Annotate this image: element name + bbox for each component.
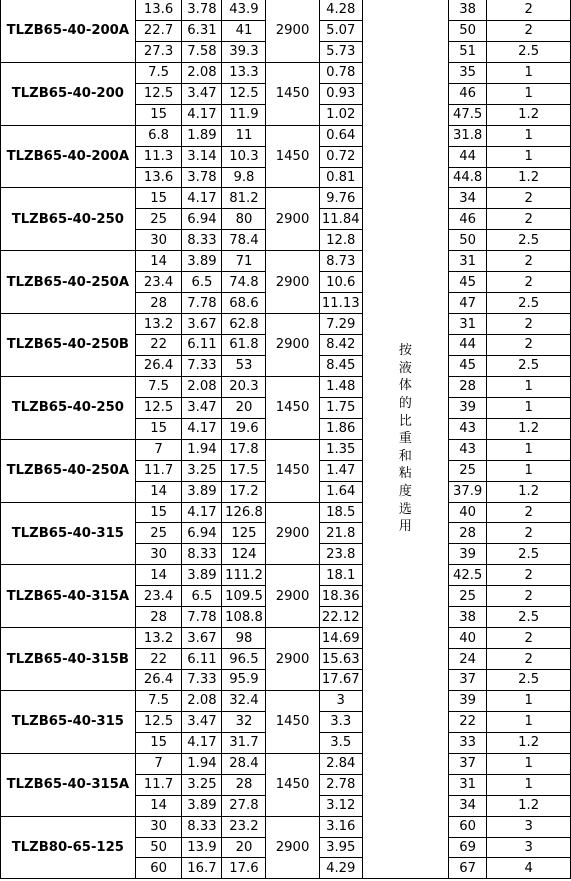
head-cell: 28.4 bbox=[222, 753, 266, 774]
flow-m3h-cell: 30 bbox=[135, 544, 182, 565]
efficiency-cell: 45 bbox=[448, 355, 486, 376]
flow-ls-cell: 8.33 bbox=[182, 230, 222, 251]
power-cell: 1.75 bbox=[319, 397, 362, 418]
flow-m3h-cell: 15 bbox=[135, 502, 182, 523]
flow-m3h-cell: 23.4 bbox=[135, 586, 182, 607]
flow-ls-cell: 3.47 bbox=[182, 397, 222, 418]
flow-ls-cell: 7.78 bbox=[182, 293, 222, 314]
npsh-cell: 1.2 bbox=[487, 418, 571, 439]
efficiency-cell: 47.5 bbox=[448, 104, 486, 125]
efficiency-cell: 44 bbox=[448, 335, 486, 356]
power-cell: 15.63 bbox=[319, 649, 362, 670]
npsh-cell: 1 bbox=[487, 83, 571, 104]
efficiency-cell: 45 bbox=[448, 272, 486, 293]
head-cell: 126.8 bbox=[222, 502, 266, 523]
flow-ls-cell: 3.78 bbox=[182, 0, 222, 20]
power-cell: 14.69 bbox=[319, 628, 362, 649]
model-cell: TLZB65-40-200A bbox=[1, 125, 136, 188]
table-row bbox=[1, 753, 571, 774]
flow-ls-cell: 3.67 bbox=[182, 314, 222, 335]
efficiency-cell: 46 bbox=[448, 83, 486, 104]
head-cell: 96.5 bbox=[222, 649, 266, 670]
flow-m3h-cell: 13.2 bbox=[135, 628, 182, 649]
flow-ls-cell: 6.31 bbox=[182, 20, 222, 41]
efficiency-cell: 31 bbox=[448, 774, 486, 795]
flow-m3h-cell: 60 bbox=[135, 858, 182, 879]
head-cell: 41 bbox=[222, 20, 266, 41]
head-cell: 95.9 bbox=[222, 670, 266, 691]
power-cell: 0.78 bbox=[319, 62, 362, 83]
flow-ls-cell: 1.94 bbox=[182, 439, 222, 460]
npsh-cell: 1 bbox=[487, 774, 571, 795]
power-cell: 21.8 bbox=[319, 523, 362, 544]
flow-ls-cell: 6.94 bbox=[182, 523, 222, 544]
npsh-cell: 2 bbox=[487, 209, 571, 230]
flow-ls-cell: 3.47 bbox=[182, 711, 222, 732]
speed-cell: 2900 bbox=[266, 502, 319, 565]
npsh-cell: 2.5 bbox=[487, 607, 571, 628]
npsh-cell: 2 bbox=[487, 0, 571, 20]
power-cell: 18.5 bbox=[319, 502, 362, 523]
head-cell: 53 bbox=[222, 355, 266, 376]
table-row bbox=[1, 376, 571, 397]
table-row bbox=[1, 314, 571, 335]
flow-m3h-cell: 14 bbox=[135, 565, 182, 586]
head-cell: 61.8 bbox=[222, 335, 266, 356]
npsh-cell: 1 bbox=[487, 125, 571, 146]
npsh-cell: 2 bbox=[487, 188, 571, 209]
npsh-cell: 2 bbox=[487, 272, 571, 293]
head-cell: 28 bbox=[222, 774, 266, 795]
efficiency-cell: 69 bbox=[448, 837, 486, 858]
npsh-cell: 1.2 bbox=[487, 732, 571, 753]
head-cell: 81.2 bbox=[222, 188, 266, 209]
npsh-cell: 1 bbox=[487, 439, 571, 460]
flow-m3h-cell: 11.7 bbox=[135, 460, 182, 481]
table-row bbox=[1, 565, 571, 586]
efficiency-cell: 25 bbox=[448, 460, 486, 481]
flow-m3h-cell: 11.7 bbox=[135, 774, 182, 795]
efficiency-cell: 38 bbox=[448, 0, 486, 20]
flow-m3h-cell: 30 bbox=[135, 230, 182, 251]
flow-ls-cell: 6.5 bbox=[182, 586, 222, 607]
flow-m3h-cell: 22 bbox=[135, 649, 182, 670]
efficiency-cell: 39 bbox=[448, 544, 486, 565]
model-cell: TLZB65-40-200 bbox=[1, 62, 136, 125]
speed-cell: 1450 bbox=[266, 690, 319, 753]
flow-m3h-cell: 12.5 bbox=[135, 83, 182, 104]
npsh-cell: 2.5 bbox=[487, 670, 571, 691]
head-cell: 62.8 bbox=[222, 314, 266, 335]
power-cell: 3.95 bbox=[319, 837, 362, 858]
flow-m3h-cell: 15 bbox=[135, 188, 182, 209]
power-cell: 1.86 bbox=[319, 418, 362, 439]
flow-m3h-cell: 15 bbox=[135, 418, 182, 439]
model-cell: TLZB65-40-200A bbox=[1, 0, 136, 62]
power-cell: 1.64 bbox=[319, 481, 362, 502]
npsh-cell: 2 bbox=[487, 314, 571, 335]
flow-ls-cell: 6.94 bbox=[182, 209, 222, 230]
flow-m3h-cell: 15 bbox=[135, 104, 182, 125]
head-cell: 39.3 bbox=[222, 41, 266, 62]
npsh-cell: 1.2 bbox=[487, 167, 571, 188]
flow-ls-cell: 6.11 bbox=[182, 649, 222, 670]
head-cell: 74.8 bbox=[222, 272, 266, 293]
power-cell: 2.78 bbox=[319, 774, 362, 795]
head-cell: 32.4 bbox=[222, 690, 266, 711]
power-cell: 3.16 bbox=[319, 816, 362, 837]
flow-m3h-cell: 13.2 bbox=[135, 314, 182, 335]
power-cell: 0.72 bbox=[319, 146, 362, 167]
head-cell: 13.3 bbox=[222, 62, 266, 83]
head-cell: 78.4 bbox=[222, 230, 266, 251]
efficiency-cell: 67 bbox=[448, 858, 486, 879]
model-cell: TLZB65-40-315A bbox=[1, 753, 136, 816]
flow-ls-cell: 2.08 bbox=[182, 62, 222, 83]
head-cell: 17.8 bbox=[222, 439, 266, 460]
efficiency-cell: 28 bbox=[448, 523, 486, 544]
efficiency-cell: 47 bbox=[448, 293, 486, 314]
npsh-cell: 2 bbox=[487, 251, 571, 272]
flow-m3h-cell: 14 bbox=[135, 251, 182, 272]
flow-ls-cell: 3.67 bbox=[182, 628, 222, 649]
table-row bbox=[1, 439, 571, 460]
flow-m3h-cell: 11.3 bbox=[135, 146, 182, 167]
table-row bbox=[1, 62, 571, 83]
speed-cell: 1450 bbox=[266, 376, 319, 439]
head-cell: 19.6 bbox=[222, 418, 266, 439]
flow-ls-cell: 4.17 bbox=[182, 732, 222, 753]
power-cell: 3.5 bbox=[319, 732, 362, 753]
head-cell: 109.5 bbox=[222, 586, 266, 607]
power-cell: 7.29 bbox=[319, 314, 362, 335]
npsh-cell: 1.2 bbox=[487, 104, 571, 125]
flow-ls-cell: 2.08 bbox=[182, 690, 222, 711]
power-cell: 18.36 bbox=[319, 586, 362, 607]
npsh-cell: 4 bbox=[487, 858, 571, 879]
flow-m3h-cell: 6.8 bbox=[135, 125, 182, 146]
speed-cell: 2900 bbox=[266, 816, 319, 879]
npsh-cell: 2 bbox=[487, 20, 571, 41]
head-cell: 32 bbox=[222, 711, 266, 732]
flow-ls-cell: 4.17 bbox=[182, 502, 222, 523]
power-cell: 17.67 bbox=[319, 670, 362, 691]
head-cell: 17.2 bbox=[222, 481, 266, 502]
efficiency-cell: 34 bbox=[448, 795, 486, 816]
model-cell: TLZB65-40-250 bbox=[1, 376, 136, 439]
flow-ls-cell: 3.89 bbox=[182, 565, 222, 586]
power-cell: 23.8 bbox=[319, 544, 362, 565]
flow-ls-cell: 4.17 bbox=[182, 418, 222, 439]
table-row bbox=[1, 0, 571, 20]
model-cell: TLZB65-40-250A bbox=[1, 251, 136, 314]
model-cell: TLZB65-40-250A bbox=[1, 439, 136, 502]
flow-m3h-cell: 13.6 bbox=[135, 167, 182, 188]
power-cell: 8.73 bbox=[319, 251, 362, 272]
flow-ls-cell: 16.7 bbox=[182, 858, 222, 879]
power-cell: 11.84 bbox=[319, 209, 362, 230]
table-row bbox=[1, 816, 571, 837]
npsh-cell: 1 bbox=[487, 753, 571, 774]
efficiency-cell: 44 bbox=[448, 146, 486, 167]
efficiency-cell: 38 bbox=[448, 607, 486, 628]
flow-ls-cell: 4.17 bbox=[182, 188, 222, 209]
motor-power-note-cell bbox=[362, 0, 448, 879]
flow-m3h-cell: 7 bbox=[135, 439, 182, 460]
npsh-cell: 1 bbox=[487, 460, 571, 481]
power-cell: 4.28 bbox=[319, 0, 362, 20]
efficiency-cell: 39 bbox=[448, 690, 486, 711]
power-cell: 9.76 bbox=[319, 188, 362, 209]
npsh-cell: 2 bbox=[487, 335, 571, 356]
flow-ls-cell: 6.5 bbox=[182, 272, 222, 293]
efficiency-cell: 50 bbox=[448, 230, 486, 251]
flow-ls-cell: 7.78 bbox=[182, 607, 222, 628]
table-row bbox=[1, 251, 571, 272]
efficiency-cell: 46 bbox=[448, 209, 486, 230]
efficiency-cell: 40 bbox=[448, 628, 486, 649]
power-cell: 8.45 bbox=[319, 355, 362, 376]
table-row bbox=[1, 125, 571, 146]
flow-m3h-cell: 12.5 bbox=[135, 711, 182, 732]
head-cell: 10.3 bbox=[222, 146, 266, 167]
flow-ls-cell: 3.47 bbox=[182, 83, 222, 104]
pump-spec-table-body bbox=[1, 0, 571, 879]
flow-m3h-cell: 28 bbox=[135, 607, 182, 628]
power-cell: 0.64 bbox=[319, 125, 362, 146]
flow-ls-cell: 8.33 bbox=[182, 544, 222, 565]
head-cell: 20.3 bbox=[222, 376, 266, 397]
flow-m3h-cell: 7 bbox=[135, 753, 182, 774]
speed-cell: 1450 bbox=[266, 439, 319, 502]
head-cell: 9.8 bbox=[222, 167, 266, 188]
power-cell: 3 bbox=[319, 690, 362, 711]
efficiency-cell: 33 bbox=[448, 732, 486, 753]
flow-ls-cell: 3.89 bbox=[182, 795, 222, 816]
flow-m3h-cell: 14 bbox=[135, 795, 182, 816]
flow-m3h-cell: 28 bbox=[135, 293, 182, 314]
power-cell: 1.35 bbox=[319, 439, 362, 460]
efficiency-cell: 35 bbox=[448, 62, 486, 83]
efficiency-cell: 28 bbox=[448, 376, 486, 397]
head-cell: 31.7 bbox=[222, 732, 266, 753]
speed-cell: 2900 bbox=[266, 628, 319, 691]
table-row bbox=[1, 188, 571, 209]
head-cell: 111.2 bbox=[222, 565, 266, 586]
npsh-cell: 1.2 bbox=[487, 481, 571, 502]
efficiency-cell: 44.8 bbox=[448, 167, 486, 188]
speed-cell: 2900 bbox=[266, 251, 319, 314]
power-cell: 5.73 bbox=[319, 41, 362, 62]
model-cell: TLZB80-65-125 bbox=[1, 816, 136, 879]
efficiency-cell: 31.8 bbox=[448, 125, 486, 146]
flow-m3h-cell: 50 bbox=[135, 837, 182, 858]
efficiency-cell: 37 bbox=[448, 670, 486, 691]
efficiency-cell: 34 bbox=[448, 188, 486, 209]
flow-ls-cell: 3.14 bbox=[182, 146, 222, 167]
head-cell: 23.2 bbox=[222, 816, 266, 837]
npsh-cell: 1 bbox=[487, 376, 571, 397]
flow-m3h-cell: 26.4 bbox=[135, 670, 182, 691]
head-cell: 20 bbox=[222, 397, 266, 418]
head-cell: 11 bbox=[222, 125, 266, 146]
efficiency-cell: 39 bbox=[448, 397, 486, 418]
npsh-cell: 1 bbox=[487, 711, 571, 732]
table-row bbox=[1, 502, 571, 523]
flow-ls-cell: 7.33 bbox=[182, 670, 222, 691]
power-cell: 4.29 bbox=[319, 858, 362, 879]
npsh-cell: 1 bbox=[487, 62, 571, 83]
efficiency-cell: 31 bbox=[448, 251, 486, 272]
power-cell: 8.42 bbox=[319, 335, 362, 356]
table-row bbox=[1, 628, 571, 649]
npsh-cell: 3 bbox=[487, 816, 571, 837]
power-cell: 10.6 bbox=[319, 272, 362, 293]
npsh-cell: 2.5 bbox=[487, 293, 571, 314]
flow-ls-cell: 3.25 bbox=[182, 460, 222, 481]
npsh-cell: 1 bbox=[487, 146, 571, 167]
efficiency-cell: 25 bbox=[448, 586, 486, 607]
efficiency-cell: 51 bbox=[448, 41, 486, 62]
flow-m3h-cell: 22 bbox=[135, 335, 182, 356]
head-cell: 98 bbox=[222, 628, 266, 649]
power-cell: 1.48 bbox=[319, 376, 362, 397]
power-cell: 12.8 bbox=[319, 230, 362, 251]
npsh-cell: 2 bbox=[487, 628, 571, 649]
flow-ls-cell: 7.33 bbox=[182, 355, 222, 376]
model-cell: TLZB65-40-250B bbox=[1, 314, 136, 377]
flow-ls-cell: 3.89 bbox=[182, 251, 222, 272]
npsh-cell: 2 bbox=[487, 565, 571, 586]
power-cell: 5.07 bbox=[319, 20, 362, 41]
flow-m3h-cell: 7.5 bbox=[135, 62, 182, 83]
speed-cell: 2900 bbox=[266, 0, 319, 62]
speed-cell: 1450 bbox=[266, 62, 319, 125]
flow-m3h-cell: 7.5 bbox=[135, 376, 182, 397]
head-cell: 68.6 bbox=[222, 293, 266, 314]
flow-m3h-cell: 12.5 bbox=[135, 397, 182, 418]
flow-m3h-cell: 26.4 bbox=[135, 355, 182, 376]
efficiency-cell: 43 bbox=[448, 439, 486, 460]
flow-m3h-cell: 25 bbox=[135, 523, 182, 544]
flow-ls-cell: 13.9 bbox=[182, 837, 222, 858]
model-cell: TLZB65-40-315 bbox=[1, 502, 136, 565]
head-cell: 125 bbox=[222, 523, 266, 544]
flow-ls-cell: 2.08 bbox=[182, 376, 222, 397]
flow-ls-cell: 4.17 bbox=[182, 104, 222, 125]
npsh-cell: 2 bbox=[487, 586, 571, 607]
flow-m3h-cell: 30 bbox=[135, 816, 182, 837]
npsh-cell: 2 bbox=[487, 523, 571, 544]
power-cell: 0.93 bbox=[319, 83, 362, 104]
power-cell: 18.1 bbox=[319, 565, 362, 586]
npsh-cell: 3 bbox=[487, 837, 571, 858]
flow-ls-cell: 3.78 bbox=[182, 167, 222, 188]
efficiency-cell: 37 bbox=[448, 753, 486, 774]
speed-cell: 1450 bbox=[266, 753, 319, 816]
head-cell: 12.5 bbox=[222, 83, 266, 104]
flow-ls-cell: 8.33 bbox=[182, 816, 222, 837]
npsh-cell: 2.5 bbox=[487, 544, 571, 565]
npsh-cell: 2.5 bbox=[487, 230, 571, 251]
power-cell: 22.12 bbox=[319, 607, 362, 628]
flow-m3h-cell: 22.7 bbox=[135, 20, 182, 41]
power-cell: 2.84 bbox=[319, 753, 362, 774]
efficiency-cell: 42.5 bbox=[448, 565, 486, 586]
head-cell: 27.8 bbox=[222, 795, 266, 816]
npsh-cell: 1 bbox=[487, 397, 571, 418]
npsh-cell: 2 bbox=[487, 502, 571, 523]
efficiency-cell: 60 bbox=[448, 816, 486, 837]
selection-note: 按液体的比重和粘度选用 bbox=[398, 343, 412, 535]
head-cell: 43.9 bbox=[222, 0, 266, 20]
npsh-cell: 1 bbox=[487, 690, 571, 711]
speed-cell: 2900 bbox=[266, 314, 319, 377]
flow-ls-cell: 1.89 bbox=[182, 125, 222, 146]
npsh-cell: 2 bbox=[487, 649, 571, 670]
flow-m3h-cell: 23.4 bbox=[135, 272, 182, 293]
head-cell: 71 bbox=[222, 251, 266, 272]
power-cell: 11.13 bbox=[319, 293, 362, 314]
power-cell: 1.47 bbox=[319, 460, 362, 481]
head-cell: 17.6 bbox=[222, 858, 266, 879]
power-cell: 3.3 bbox=[319, 711, 362, 732]
flow-m3h-cell: 13.6 bbox=[135, 0, 182, 20]
flow-m3h-cell: 14 bbox=[135, 481, 182, 502]
efficiency-cell: 22 bbox=[448, 711, 486, 732]
flow-m3h-cell: 25 bbox=[135, 209, 182, 230]
flow-m3h-cell: 15 bbox=[135, 732, 182, 753]
efficiency-cell: 40 bbox=[448, 502, 486, 523]
model-cell: TLZB65-40-315 bbox=[1, 690, 136, 753]
efficiency-cell: 37.9 bbox=[448, 481, 486, 502]
flow-ls-cell: 1.94 bbox=[182, 753, 222, 774]
efficiency-cell: 24 bbox=[448, 649, 486, 670]
efficiency-cell: 50 bbox=[448, 20, 486, 41]
flow-m3h-cell: 7.5 bbox=[135, 690, 182, 711]
efficiency-cell: 31 bbox=[448, 314, 486, 335]
head-cell: 11.9 bbox=[222, 104, 266, 125]
power-cell: 1.02 bbox=[319, 104, 362, 125]
flow-ls-cell: 7.58 bbox=[182, 41, 222, 62]
table-row bbox=[1, 690, 571, 711]
head-cell: 17.5 bbox=[222, 460, 266, 481]
model-cell: TLZB65-40-315A bbox=[1, 565, 136, 628]
flow-ls-cell: 3.25 bbox=[182, 774, 222, 795]
flow-m3h-cell: 27.3 bbox=[135, 41, 182, 62]
efficiency-cell: 43 bbox=[448, 418, 486, 439]
power-cell: 3.12 bbox=[319, 795, 362, 816]
model-cell: TLZB65-40-250 bbox=[1, 188, 136, 251]
speed-cell: 2900 bbox=[266, 565, 319, 628]
power-cell: 0.81 bbox=[319, 167, 362, 188]
flow-ls-cell: 6.11 bbox=[182, 335, 222, 356]
speed-cell: 1450 bbox=[266, 125, 319, 188]
flow-ls-cell: 3.89 bbox=[182, 481, 222, 502]
npsh-cell: 2.5 bbox=[487, 355, 571, 376]
npsh-cell: 2.5 bbox=[487, 41, 571, 62]
head-cell: 80 bbox=[222, 209, 266, 230]
model-cell: TLZB65-40-315B bbox=[1, 628, 136, 691]
speed-cell: 2900 bbox=[266, 188, 319, 251]
head-cell: 108.8 bbox=[222, 607, 266, 628]
head-cell: 20 bbox=[222, 837, 266, 858]
head-cell: 124 bbox=[222, 544, 266, 565]
npsh-cell: 1.2 bbox=[487, 795, 571, 816]
